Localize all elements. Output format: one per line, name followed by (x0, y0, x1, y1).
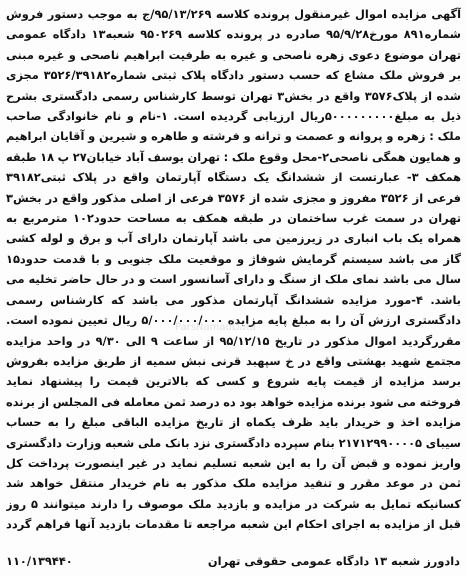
signature-line: دادورز شعبه ۱۳ دادگاه عمومی حقوقی تهران (207, 554, 460, 568)
notice-footer (6, 550, 460, 572)
notice-body: آگهی مزایده اموال غیرمنقول پرونده کلاسه ۹۵/۱۳/۲۶۹/ج به موجب دستور فروش شماره۸۹۱ مورخ۹۵/۹/۲۸ صادره در پرونده کلاسه ۹۵۰۲۶۹ شعبه۱۳ دادگاه عمومی تهران موضوع دعوی زهره ناصحی و غیره به طرفیت ابراهیم ناصحی و غیره مبنی بر فروش ملک مشاع که حسب دستور دادگاه پلاک ثبتی شماره۳۵۲۶/۳۹۱۸۲ مجزی شده از پلاک۳۵۷۶ واقع در بخش۳ تهران توسط کارشناس رسمی دادگستری بشرح ذیل به مبلغ۵۰۰۰۰۰۰۰۰۰ریال ارزیابی گردیده است. ۱-نام و نام خانوادگی صاحب ملک : زهره و پروانه و عصمت و ترانه و فرشته و طاهره و شیرین و آقایان ابراهیم و همایون همگی ناصحی۲-محل وقوع ملک : تهران یوسف آباد خیابان۲۷ پ ۱۸ طبقه همکف ۳- عبارتست از ششدانگ یک دستگاه آپارتمان واقع در پلاک ثبتی۳۹۱۸۲ فرعی از ۳۵۲۶ مفروز و مجزی شده از ۳۵۷۶ فرعی از اصلی مذکور واقع در بخش۳ تهران در سمت غرب ساختمان در طبقه همکف به مساحت حدود۱۰۲ مترمربع به همراه یک باب انباری در زیرزمین می باشد آپارتمان دارای آب و برق و لوله کشی گاز می باشد سیستم گرمایش شوفاژ و موقعیت ملک جنوبی و با قدمت حدود۱۵ سال می باشد نمای ملک از سنگ و دارای آسانسور است و در حال حاضر تخلیه می باشد. ۴-مورد مزایده ششدانگ آپارتمان مذکور می باشد که کارشناس رسمی دادگستری ارزش آن را به مبلغ پایه مزایده ۵/۰۰۰/۰۰۰/۰۰۰ ریال تعیین نموده است. مقررگردید اموال مذکور در تاریخ ۹۵/۱۲/۱۵ از ساعت ۹ الی ۹/۳۰ در واحد مزایده مجتمع شهید بهشتی واقع در خ سپهبد قرنی نبش سمیه از طریق مزایده بفروش برسد مزایده از قیمت پایه شروع و کسی که بالاترین قیمت را پیشنهاد نماید فروخته می شود برنده مزایده خواهد بود ده درصد ثمن معامله فی المجلس از برنده مزایده اخذ و خریدار باید ظرف یکماه از تاریخ مزایده الباقی مبلغ را به حساب سیبای ۲۱۷۱۲۹۹۰۰۰۰۵ بنام سپرده دادگستری نزد بانک ملی شعبه وزارت دادگستری واریز نموده و قبض آن را به این شعبه تسلیم نماید در غیر اینصورت پرداخت کل ثمن در موعد مقرر و تنفید مزایده ملک مذکور به نام خریدار منتقل خواهد شد کسانیکه تمایل به شرکت در مزایده و بازدید ملک موصوف را دارند میتوانند ۵ روز قبل از مزایده به اجرای احکام این شعبه مراجعه تا مقدمات بازدید آنها فراهم گردد (6, 7, 461, 532)
reference-number: ۱۱۰/۱۳۹۴۴۰ (6, 554, 73, 568)
watermark: ParsNamadData (175, 322, 256, 333)
